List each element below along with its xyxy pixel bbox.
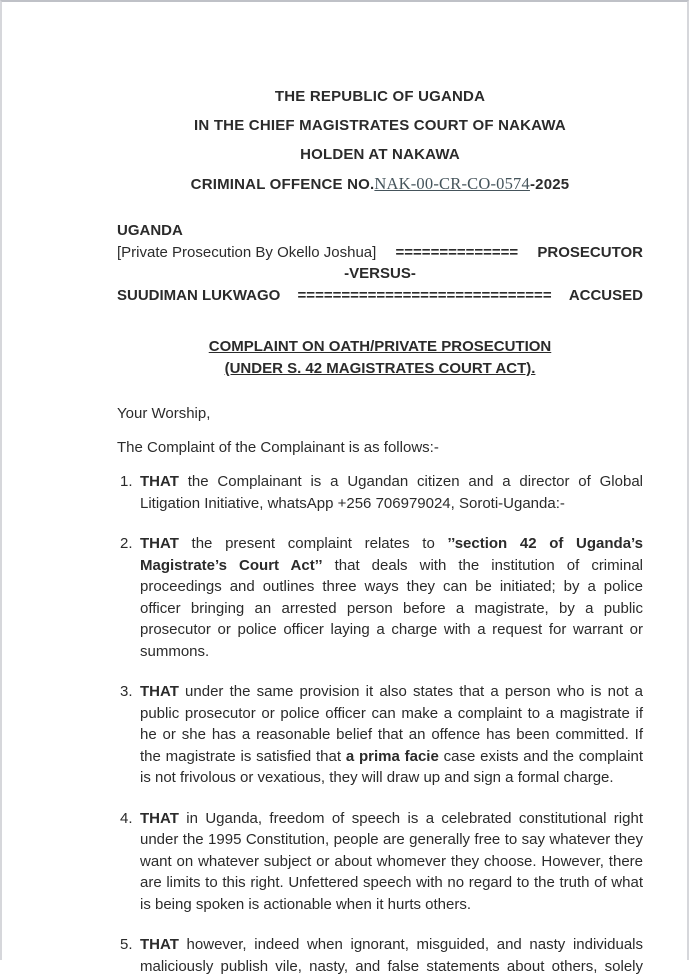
- accused-role: ACCUSED: [568, 286, 643, 304]
- accused-name: SUUDIMAN LUKWAGO: [117, 286, 281, 304]
- holden-line: HOLDEN AT NAKAWA: [300, 146, 460, 163]
- accused-separator: =============================: [297, 286, 552, 304]
- republic-line: THE REPUBLIC OF UGANDA: [274, 88, 486, 105]
- item-text: [140, 471, 643, 514]
- prosecutor-detail: [Private Prosecution By Okello Joshua]: [117, 243, 377, 261]
- prosecutor-row: [117, 242, 643, 264]
- prosecutor-name: UGANDA: [117, 222, 183, 239]
- item-text-segment: THAT: [140, 683, 179, 700]
- item-number: 4.: [120, 809, 133, 827]
- item-text: [140, 934, 643, 977]
- parties-block: [117, 220, 643, 306]
- case-prefix: CRIMINAL OFFENCE NO.: [190, 176, 375, 193]
- list-item: [117, 934, 643, 977]
- accused-row: [117, 285, 643, 307]
- item-text: [140, 808, 643, 916]
- prosecutor-role: PROSECUTOR: [537, 243, 643, 261]
- case-number: NAK-00-CR-CO-0574: [374, 174, 530, 193]
- item-text-segment: THAT: [140, 473, 179, 490]
- item-text-segment: THAT: [140, 809, 179, 827]
- court-header: [117, 82, 643, 199]
- list-item: [117, 681, 643, 789]
- item-text-segment: ’’section 42 of Uganda’s Magistrate’s Court Act’’: [140, 535, 643, 574]
- case-year: -2025: [529, 176, 570, 193]
- item-text-segment: case exists and the complaint is not frivolous or vexatious, they will draw up and sign a formal charge.: [140, 747, 643, 786]
- item-text-segment: under the same provision it also states that a person who is not a public prosecutor or police officer can make a complaint to a magistrate if he or she has a reasonable belief that an offence has been committed. If the magistrate is satisfied that: [140, 683, 643, 765]
- versus-label: -VERSUS-: [344, 265, 416, 282]
- item-number: 3.: [120, 683, 133, 700]
- complaint-list: [117, 471, 643, 977]
- item-text-segment: the present complaint relates to: [178, 535, 448, 552]
- title-line-2: (UNDER S. 42 MAGISTRATES COURT ACT).: [224, 360, 536, 377]
- item-text-segment: that deals with the institution of criminal proceedings and outlines three ways they can be initiated; by a police officer bringing an arrested person before a magistrate, by a public prosecutor or police officer laying a charge with a request for warrant or summons.: [140, 556, 643, 660]
- list-item: [117, 471, 643, 514]
- document-title: [117, 336, 643, 380]
- case-reference-line: [117, 169, 643, 199]
- item-text: [140, 533, 643, 662]
- item-number: 5.: [120, 936, 133, 953]
- item-number: 1.: [120, 473, 133, 490]
- salutation: Your Worship,: [117, 405, 211, 422]
- intro-line: The Complaint of the Complainant is as follows:-: [117, 439, 439, 456]
- item-text-segment: in Uganda, freedom of speech is a celebrated constitutional right under the 1995 Constitution, people are generally free to say whatever they want on whatever subject or about whomever they choose. However, there are limits to this right. Unfettered speech with no regard to the truth of what is being spoken is actionable when it hurts others.: [140, 809, 643, 913]
- item-text-segment: a prima facie: [345, 747, 439, 765]
- item-number: 2.: [120, 535, 133, 552]
- prosecutor-separator: ==============: [395, 243, 519, 261]
- item-text: [140, 681, 643, 789]
- list-item: [117, 533, 643, 662]
- court-line: IN THE CHIEF MAGISTRATES COURT OF NAKAWA: [194, 117, 566, 134]
- item-text-segment: however, indeed when ignorant, misguided, and nasty individuals maliciously publish vile, nasty, and false statements about others, solely: [140, 936, 643, 975]
- item-text-segment: THAT: [140, 936, 179, 953]
- item-text-segment: THAT: [140, 535, 179, 552]
- item-text-segment: the Complainant is a Ugandan citizen and a director of Global Litigation Initiative, whatsApp +256 706979024, Soroti-Uganda:-: [140, 473, 643, 512]
- list-item: [117, 808, 643, 916]
- title-line-1: COMPLAINT ON OATH/PRIVATE PROSECUTION: [208, 338, 552, 355]
